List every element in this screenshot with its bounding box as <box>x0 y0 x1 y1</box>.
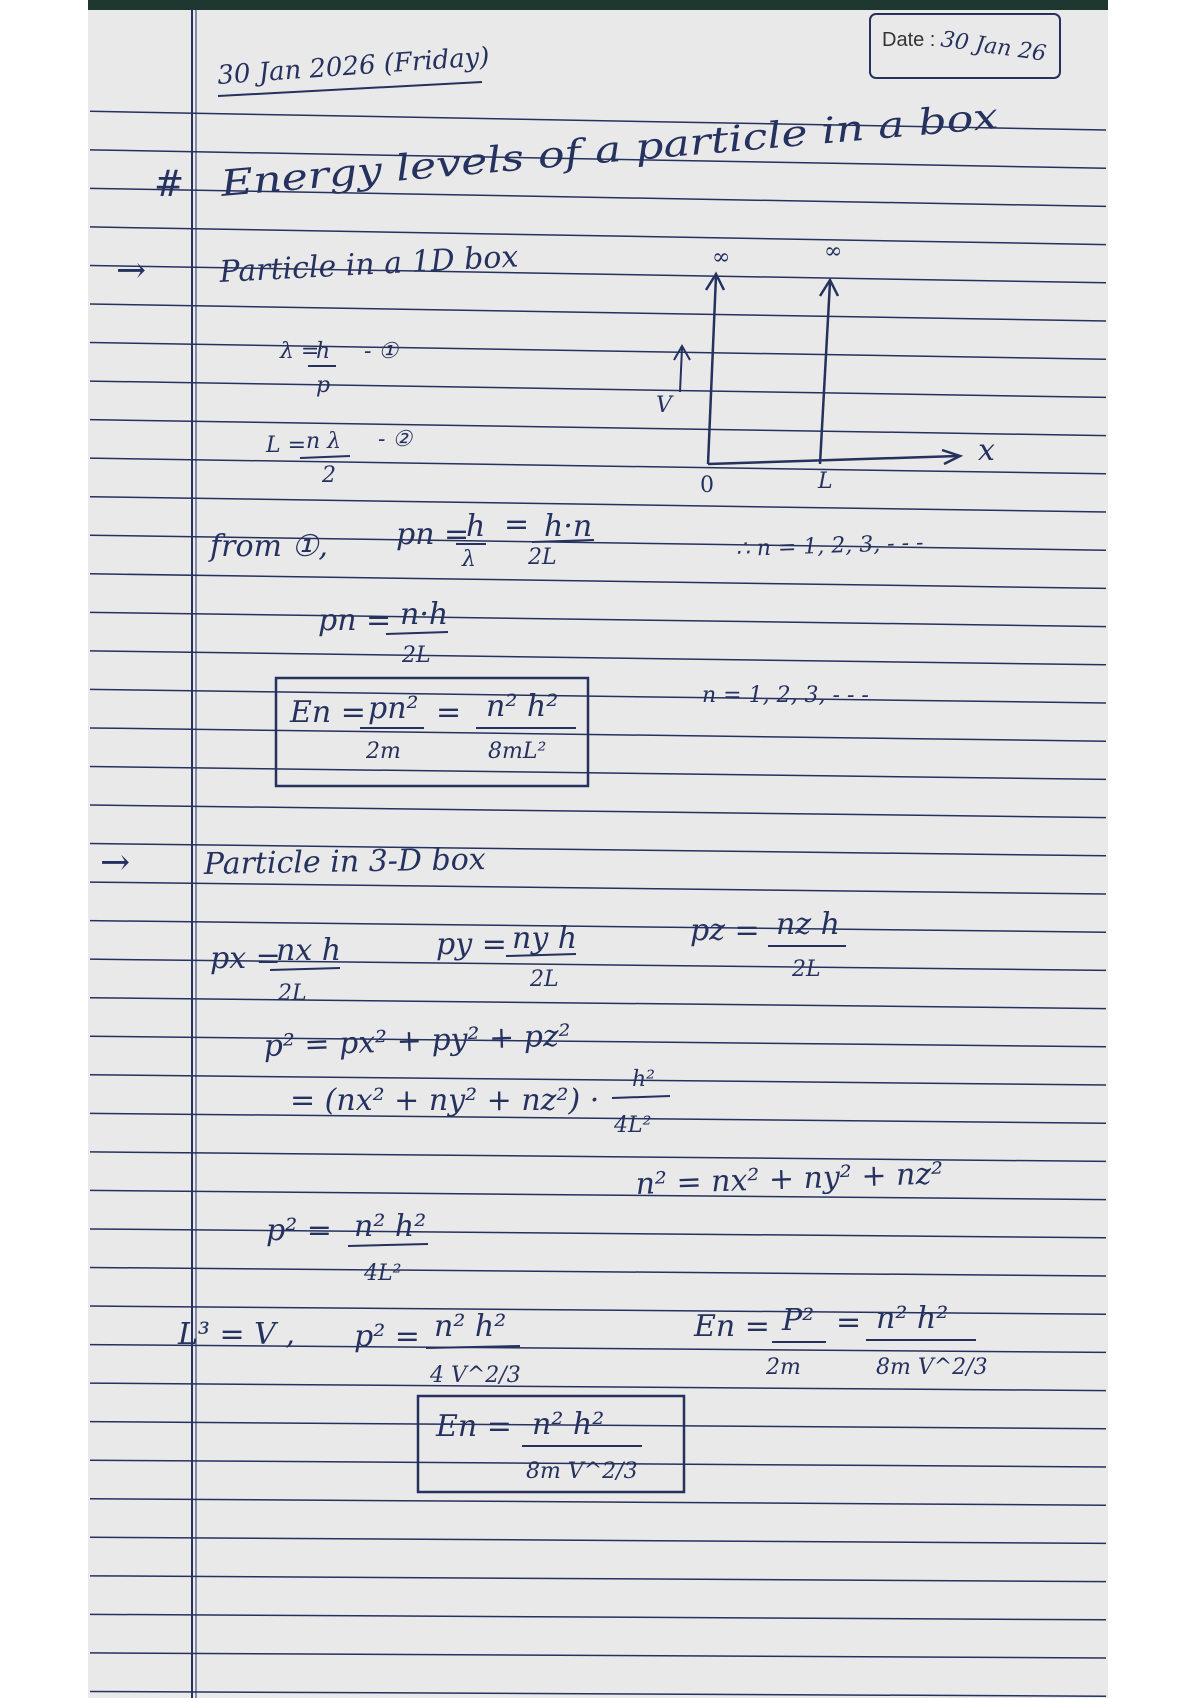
v-arrow <box>680 348 682 392</box>
ruled-line <box>90 420 1106 436</box>
x-label: x <box>978 433 995 468</box>
date-box-value: 30 Jan 26 <box>939 27 1048 67</box>
eq1-lhs: λ = <box>280 339 320 364</box>
py-den: 2L <box>530 967 559 992</box>
energy-v-num2: n² h² <box>876 1301 949 1336</box>
p-expand-bar <box>612 1096 670 1098</box>
energy-v-lhs: En = <box>694 1309 770 1344</box>
ruled-line <box>90 1499 1106 1505</box>
ruled-line <box>90 1614 1106 1619</box>
ruled-line <box>90 1537 1106 1543</box>
infinity-right: ∞ <box>824 239 843 264</box>
pz-lhs: pz = <box>690 913 760 948</box>
right-wall <box>820 282 830 464</box>
px-num: nx h <box>276 933 342 968</box>
ruled-line <box>90 497 1106 512</box>
p-expand-lhs: = (nx² + ny² + nz²) · <box>290 1083 600 1118</box>
p-sq-den: 4L² <box>364 1261 402 1286</box>
pn-den: 2L <box>402 643 431 668</box>
energy-1d-den2: 8mL² <box>488 739 547 764</box>
p-sq-num: n² h² <box>354 1209 427 1244</box>
arrow-1d: → <box>116 250 147 291</box>
energy-1d-den1: 2m <box>366 739 401 764</box>
eq1-num: h <box>316 339 331 364</box>
p-sum: p² = px² + py² + pz² <box>263 1018 572 1064</box>
energy-1d-lhs: En = <box>290 695 366 730</box>
v-label: V <box>656 393 672 418</box>
n-values-2: n = 1, 2, 3, - - - <box>702 683 869 708</box>
px-den: 2L <box>278 981 307 1006</box>
eq2-tag: - ② <box>378 427 413 452</box>
ruled-line <box>90 1306 1106 1314</box>
px-lhs: px = <box>210 941 281 976</box>
energy-1d-eq: = <box>436 695 462 730</box>
date-note: 30 Jan 2026 (Friday) <box>216 42 491 91</box>
energy-3d-den: 8m V^2/3 <box>526 1459 638 1484</box>
n-values-1: ∴ n = 1, 2, 3, - - - <box>735 530 924 562</box>
heading-3d: Particle in 3-D box <box>203 842 486 882</box>
ruled-line <box>90 1036 1106 1047</box>
ruled-line <box>90 921 1106 933</box>
energy-v-den1: 2m <box>766 1355 801 1380</box>
ruled-line <box>90 1229 1106 1238</box>
volume-relation: L³ = V , <box>178 1317 295 1352</box>
ruled-line <box>90 651 1106 665</box>
ruled-line <box>90 227 1106 245</box>
ruled-line <box>90 1653 1106 1658</box>
wall-label: L <box>818 469 833 494</box>
ruled-line <box>90 1152 1106 1162</box>
p-sq-v-num: n² h² <box>434 1309 507 1344</box>
energy-3d-lhs: En = <box>436 1409 512 1444</box>
eq1-tag: - ① <box>364 339 399 364</box>
ruled-line <box>90 381 1106 397</box>
title-text: Energy levels of a particle in a box <box>219 108 855 205</box>
arrow-3d: → <box>100 842 131 883</box>
pz-num: nz h <box>776 907 840 942</box>
x-axis <box>708 456 958 464</box>
from-label: from ①, <box>210 529 328 564</box>
title-marker: # <box>154 164 185 205</box>
py-lhs: py = <box>436 927 507 962</box>
n-squared-sum: n² = nx² + ny² + nz² <box>635 1156 944 1202</box>
from-lhs: pn = <box>396 517 470 552</box>
eq2-den: 2 <box>322 463 336 488</box>
ruled-line <box>90 882 1106 894</box>
from-num1: h <box>466 509 486 544</box>
pn-num: n·h <box>400 597 449 632</box>
from-num2: h·n <box>544 509 593 544</box>
pn-lhs: pn = <box>318 603 392 638</box>
pn-bar <box>386 632 448 634</box>
eq2-num: n λ <box>306 429 342 454</box>
ruled-line <box>90 1576 1106 1582</box>
ruled-line <box>90 1691 1106 1696</box>
eq1-den: p <box>316 373 331 398</box>
p-sq-v-lhs: p² = <box>354 1319 420 1354</box>
energy-1d-num2: n² h² <box>486 689 559 724</box>
ruled-line <box>90 1383 1106 1390</box>
from-eq: = <box>504 507 530 542</box>
eq2-bar <box>300 456 350 458</box>
heading-1d: Particle in a 1D box <box>218 239 520 290</box>
ruled-line <box>90 689 1106 703</box>
p-sq-bar <box>348 1244 428 1246</box>
infinity-left: ∞ <box>712 245 731 270</box>
p-sq-v-den: 4 V^2/3 <box>430 1363 521 1388</box>
from-den2: 2L <box>528 545 557 570</box>
py-num: ny h <box>512 921 578 956</box>
ruled-line <box>90 1190 1106 1199</box>
date-box-label: Date : <box>882 29 936 51</box>
ruled-line <box>90 574 1106 589</box>
energy-3d-num: n² h² <box>532 1407 605 1442</box>
ruled-line <box>90 1268 1106 1277</box>
left-wall <box>708 276 716 464</box>
ruled-line <box>90 612 1106 626</box>
p-expand-num: h² <box>632 1067 655 1092</box>
pz-den: 2L <box>792 957 821 982</box>
p-sq-lhs: p² = <box>266 1213 332 1248</box>
energy-1d-num1: pn² <box>368 691 419 726</box>
energy-v-num1: P² <box>782 1303 815 1338</box>
ruled-line <box>90 998 1106 1009</box>
from-den1: λ <box>462 547 476 572</box>
ruled-line <box>90 304 1106 321</box>
ruled-line <box>90 728 1106 741</box>
ruled-line <box>90 766 1106 779</box>
energy-v-den2: 8m V^2/3 <box>876 1355 988 1380</box>
ruled-line <box>90 343 1106 360</box>
origin-label: 0 <box>700 473 714 498</box>
ruled-line <box>90 805 1106 818</box>
p-expand-den: 4L² <box>614 1113 652 1138</box>
energy-v-eq: = <box>836 1305 862 1340</box>
eq2-lhs: L = <box>266 433 307 458</box>
